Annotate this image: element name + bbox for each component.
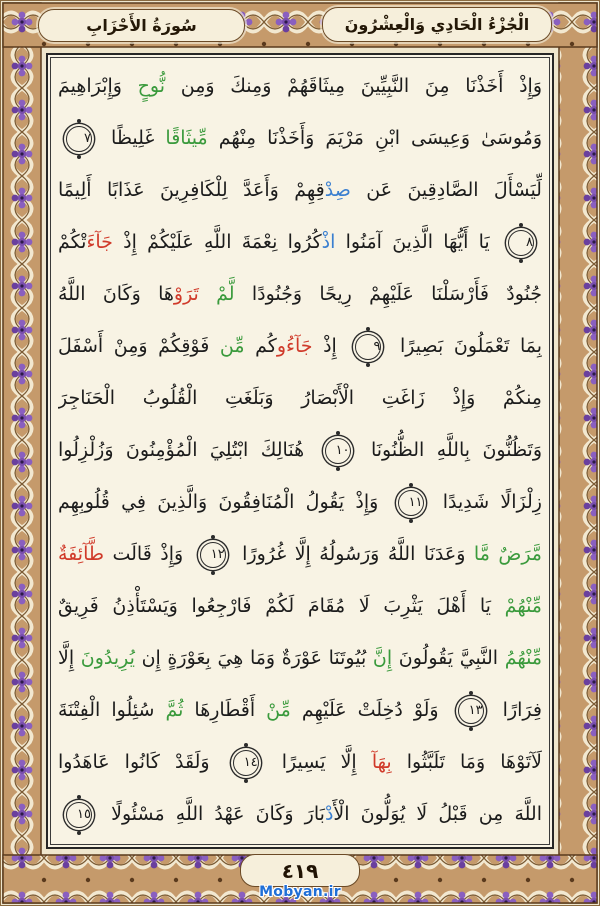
ayah-marker: ١٤ bbox=[233, 750, 259, 776]
quran-line bbox=[58, 736, 542, 788]
quran-text-segment: قِهِمْ bbox=[294, 179, 325, 201]
quran-text-segment: لِّيَسْأَلَ الصَّادِقِينَ عَن bbox=[366, 179, 542, 201]
quran-text-segment: وَأَعَدَّ لِلْكَافِرِينَ عَذَابًا أَلِيمًا bbox=[58, 179, 279, 201]
quran-text-segment: بُيُوتَنَا عَوْرَةٌ وَمَا هِيَ بِعَوْرَةٍ إِن bbox=[141, 647, 367, 669]
quran-text-segment: زِلْزَالًا شَدِيدًا bbox=[442, 491, 542, 513]
quran-text-segment: وَإِذْ قَالَت bbox=[112, 543, 184, 565]
ayah-marker: ١٣ bbox=[458, 698, 484, 724]
quran-text-segment: وَإِبْرَاهِيمَ bbox=[58, 75, 122, 97]
juz-label: الْجُزْءُ الْحَادِي وَالْعِشْرُونَ bbox=[344, 15, 530, 34]
quran-text-segment: مِّنْهُمْ bbox=[504, 595, 542, 617]
quran-text-segment: إِلَّا يَسِيرًا bbox=[281, 751, 357, 773]
quran-line bbox=[58, 528, 542, 580]
surah-label: سُورَةُ الأَحْزَابِ bbox=[86, 16, 197, 35]
surah-header-cartouche bbox=[38, 9, 245, 42]
quran-line bbox=[58, 632, 542, 684]
quran-line bbox=[58, 684, 542, 736]
page-number-cartouche bbox=[240, 854, 360, 887]
quran-text-segment: يَا أَيُّهَا الَّذِينَ آمَنُوا bbox=[345, 231, 490, 253]
quran-line bbox=[58, 268, 542, 320]
page-number: ٤١٩ bbox=[281, 858, 319, 883]
quran-text-segment: بَارَ وَكَانَ عَهْدُ اللَّهِ مَسْئُولًا bbox=[111, 803, 325, 825]
juz-header-cartouche bbox=[322, 7, 552, 42]
border-strip-right bbox=[559, 3, 597, 903]
quran-text-segment: فَوْقِكُمْ وَمِنْ أَسْفَلَ bbox=[58, 335, 210, 357]
border-strip-left bbox=[3, 3, 41, 903]
quran-text-segment: مَّرَضٌ مَّا bbox=[473, 543, 542, 565]
quran-line bbox=[58, 788, 542, 840]
quran-line bbox=[58, 372, 542, 424]
quran-line bbox=[58, 216, 542, 268]
quran-text-segment: النَّبِيَّ يَقُولُونَ bbox=[398, 647, 499, 669]
quran-text-segment: مِّنْهُمُ bbox=[504, 647, 542, 669]
ayah-marker: ١٥ bbox=[66, 802, 92, 828]
quran-text-segment: مِنكُمْ وَإِذْ زَاغَتِ الْأَبْصَارُ وَبَلَغَتِ الْقُلُوبُ الْحَنَاجِرَ bbox=[58, 387, 542, 409]
quran-text-segment: اذْ bbox=[321, 231, 336, 253]
quran-text-segment: هَا وَكَانَ اللَّهُ bbox=[58, 283, 174, 305]
quran-line bbox=[58, 476, 542, 528]
quran-line bbox=[58, 112, 542, 164]
quran-text-segment: إِلَّا bbox=[58, 647, 75, 669]
quran-text-segment: إِنَّ bbox=[372, 647, 393, 669]
quran-text-segment: لَّمْ bbox=[216, 283, 235, 305]
quran-text-segment: بِهَآ bbox=[371, 751, 392, 773]
quran-text-segment: مِّن bbox=[219, 335, 245, 357]
ayah-marker: ١٢ bbox=[200, 542, 226, 568]
ayah-marker: ٧ bbox=[66, 126, 92, 152]
quran-text-segment: تْكُمْ bbox=[58, 231, 87, 253]
quran-text-segment: وَإِذْ أَخَذْنَا مِنَ النَّبِيِّينَ مِيثَاقَهُمْ وَمِنكَ وَمِن bbox=[180, 75, 542, 97]
quran-text-segment: يَا أَهْلَ يَثْرِبَ لَا مُقَامَ لَكُمْ فَارْجِعُوا وَيَسْتَأْذِنُ فَرِيقٌ bbox=[58, 595, 491, 617]
ayah-marker: ١١ bbox=[398, 490, 424, 516]
quran-text-segment: جُنُودٌ فَأَرْسَلْنَا عَلَيْهِمْ رِيحًا وَجُنُودًا bbox=[251, 283, 542, 305]
quran-line bbox=[58, 60, 542, 112]
quran-text-segment: هُنَالِكَ ابْتُلِيَ الْمُؤْمِنُونَ وَزُلْزِلُوا bbox=[58, 439, 305, 461]
quran-text-segment: ثُمَّ bbox=[165, 699, 184, 721]
quran-text-segment: أَقْطَارِهَا bbox=[194, 699, 256, 721]
quran-text-segment: اللَّهَ مِن قَبْلُ لَا يُوَلُّونَ الْأَ bbox=[333, 803, 542, 825]
quran-text-segment: مِّيثَاقًا bbox=[165, 127, 208, 149]
quran-text-segment: دْ bbox=[324, 803, 334, 825]
quran-text-segment: وَعَدَنَا اللَّهُ وَرَسُولُهُ إِلَّا غُرُورًا bbox=[242, 543, 466, 565]
site-watermark: Mobyan.ir bbox=[259, 884, 341, 900]
quran-text-segment: فِرَارًا bbox=[502, 699, 542, 721]
ayah-marker: ٩ bbox=[355, 334, 381, 360]
ayah-marker: ١٠ bbox=[325, 438, 351, 464]
quran-text-segment: سُئِلُوا الْفِتْنَةَ bbox=[58, 699, 155, 721]
quran-text-segment: صِدْ bbox=[324, 179, 351, 201]
quran-text-segment: جَآءَ bbox=[86, 231, 113, 253]
quran-text-segment: وَلَقَدْ كَانُوا عَاهَدُوا bbox=[58, 751, 210, 773]
quran-text-segment: إِذْ bbox=[323, 335, 337, 357]
quran-line bbox=[58, 580, 542, 632]
quran-text-segment: نُّوحٍ bbox=[137, 75, 166, 97]
quran-text-segment: كُم bbox=[255, 335, 277, 357]
ayah-marker: ٨ bbox=[508, 230, 534, 256]
quran-line bbox=[58, 320, 542, 372]
quran-text-segment: جَآءُو bbox=[276, 335, 313, 357]
quran-text-segment: وَإِذْ يَقُولُ الْمُنَافِقُونَ وَالَّذِينَ فِي قُلُوبِهِم bbox=[58, 491, 379, 513]
quran-text-segment: وَمُوسَىٰ وَعِيسَى ابْنِ مَرْيَمَ وَأَخَذْنَا مِنْهُم bbox=[218, 127, 542, 149]
quran-text-segment: طَّآئِفَةٌ bbox=[58, 543, 104, 565]
quran-text-segment: لَآتَوْهَا وَمَا تَلَبَّثُوا bbox=[406, 751, 542, 773]
quran-text-segment: وَلَوْ دُخِلَتْ عَلَيْهِم bbox=[301, 699, 439, 721]
quran-text-segment: وَتَظُنُّونَ بِاللَّهِ الظُّنُونَا bbox=[370, 439, 542, 461]
quran-text-segment: تَرَوْ bbox=[173, 283, 199, 305]
quran-text-segment: غَلِيظًا bbox=[111, 127, 155, 149]
quran-text-segment: بِمَا تَعْمَلُونَ بَصِيرًا bbox=[400, 335, 542, 357]
quran-text-segment: يُرِيدُونَ bbox=[80, 647, 135, 669]
quran-lines bbox=[50, 57, 550, 845]
quran-line bbox=[58, 164, 542, 216]
quran-text-segment: كُرُوا نِعْمَةَ اللَّهِ عَلَيْكُمْ إِذْ bbox=[123, 231, 322, 253]
quran-text-segment: مِّنْ bbox=[266, 699, 291, 721]
quran-line bbox=[58, 424, 542, 476]
text-frame bbox=[46, 53, 554, 849]
